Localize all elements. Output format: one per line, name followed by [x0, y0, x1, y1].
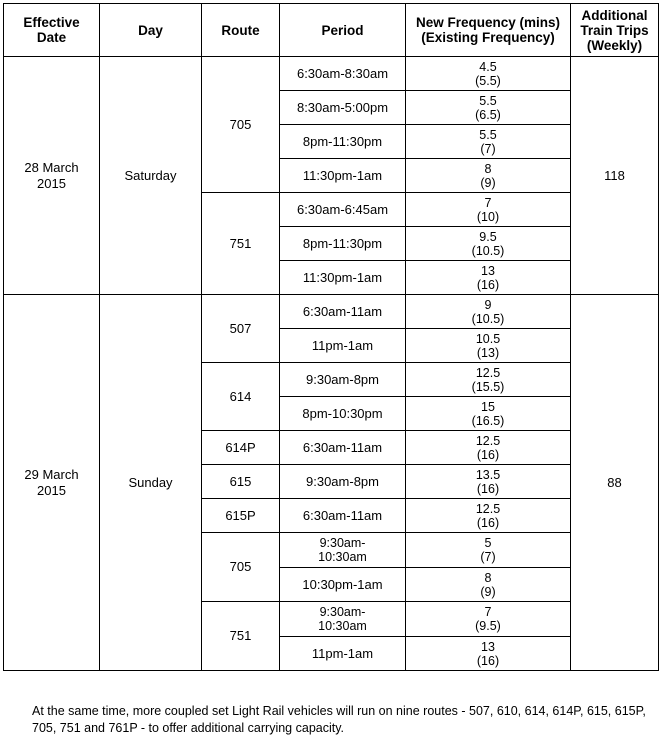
route-cell: 507	[202, 295, 280, 363]
existing-frequency: (9)	[480, 175, 496, 190]
frequency-cell	[406, 465, 571, 499]
header-row	[4, 4, 659, 57]
period-cell: 6:30am-6:45am	[280, 193, 406, 227]
period-cell: 6:30am-11am	[280, 499, 406, 533]
frequency-cell	[406, 125, 571, 159]
frequency-cell	[406, 397, 571, 431]
new-frequency: 10.5	[475, 331, 501, 346]
new-frequency: 7	[484, 195, 492, 210]
route-cell: 705	[202, 57, 280, 193]
new-frequency: 5.5	[479, 93, 497, 108]
frequency-cell	[406, 329, 571, 363]
new-frequency: 13.5	[475, 467, 501, 482]
existing-frequency: (10.5)	[471, 311, 505, 326]
existing-frequency: (16)	[476, 277, 500, 292]
frequency-cell	[406, 227, 571, 261]
existing-frequency: (16)	[476, 653, 500, 668]
existing-frequency: (6.5)	[475, 107, 501, 122]
new-frequency: 15	[481, 399, 495, 414]
new-frequency: 13	[481, 639, 495, 654]
header-effective-date: Effective Date	[4, 4, 100, 57]
header-frequency: New Frequency (mins) (Existing Frequency)	[406, 4, 571, 57]
period-cell: 8pm-11:30pm	[280, 227, 406, 261]
new-frequency: 5.5	[479, 127, 497, 142]
existing-frequency: (7)	[480, 141, 496, 156]
existing-frequency: (13)	[476, 345, 500, 360]
period-line: 9:30am-	[319, 536, 366, 550]
new-frequency: 5	[484, 536, 492, 550]
day-cell: Sunday	[100, 295, 202, 671]
trips-cell: 118	[571, 57, 659, 295]
route-cell: 615P	[202, 499, 280, 533]
effective-date-cell: 28 March 2015	[4, 57, 100, 295]
existing-frequency: (15.5)	[471, 379, 505, 394]
route-cell: 751	[202, 193, 280, 295]
frequency-cell	[406, 261, 571, 295]
period-cell: 10:30pm-1am	[280, 568, 406, 602]
new-frequency: 12.5	[475, 365, 501, 380]
frequency-cell	[406, 91, 571, 125]
new-frequency: 9	[484, 297, 492, 312]
new-frequency: 13	[481, 263, 495, 278]
period-cell: 9:30am-8pm	[280, 465, 406, 499]
footnote: At the same time, more coupled set Light Rail vehicles will run on nine routes - 507, 610, 614, 614P, 615, 615P, 705, 751 and 761P - to offer additional carrying capacity.	[32, 704, 646, 735]
period-line: 10:30am	[318, 550, 367, 564]
frequency-table	[3, 3, 659, 671]
day-cell: Saturday	[100, 57, 202, 295]
table-row	[4, 295, 659, 329]
effective-date-cell: 29 March 2015	[4, 295, 100, 671]
period-cell: 9:30am-8pm	[280, 363, 406, 397]
header-period: Period	[280, 4, 406, 57]
period-cell: 11pm-1am	[280, 329, 406, 363]
table-body	[4, 57, 659, 671]
period-cell: 6:30am-11am	[280, 295, 406, 329]
existing-frequency: (16)	[476, 447, 500, 462]
existing-frequency: (9)	[480, 584, 496, 599]
new-frequency: 8	[484, 161, 492, 176]
period-cell	[280, 602, 406, 637]
route-cell: 614P	[202, 431, 280, 465]
period-cell	[280, 533, 406, 568]
new-frequency: 4.5	[479, 59, 497, 74]
existing-frequency: (7)	[480, 550, 496, 564]
period-cell: 8pm-11:30pm	[280, 125, 406, 159]
header-trips: Additional Train Trips (Weekly)	[571, 4, 659, 57]
header-day: Day	[100, 4, 202, 57]
frequency-cell	[406, 159, 571, 193]
new-frequency: 8	[484, 570, 492, 585]
existing-frequency: (16)	[476, 515, 500, 530]
existing-frequency: (16)	[476, 481, 500, 496]
header-route: Route	[202, 4, 280, 57]
period-cell: 11:30pm-1am	[280, 261, 406, 295]
table-row	[4, 57, 659, 91]
period-cell: 6:30am-11am	[280, 431, 406, 465]
frequency-cell	[406, 295, 571, 329]
frequency-cell	[406, 602, 571, 637]
period-cell: 11pm-1am	[280, 637, 406, 671]
period-cell: 11:30pm-1am	[280, 159, 406, 193]
frequency-cell	[406, 499, 571, 533]
existing-frequency: (5.5)	[475, 73, 501, 88]
period-line: 10:30am	[318, 619, 367, 633]
existing-frequency: (10)	[476, 209, 500, 224]
new-frequency: 7	[484, 605, 492, 619]
period-line: 9:30am-	[319, 605, 366, 619]
frequency-cell	[406, 637, 571, 671]
frequency-cell	[406, 57, 571, 91]
new-frequency: 12.5	[475, 433, 501, 448]
route-cell: 614	[202, 363, 280, 431]
trips-cell: 88	[571, 295, 659, 671]
frequency-cell	[406, 533, 571, 568]
frequency-cell	[406, 568, 571, 602]
period-cell: 6:30am-8:30am	[280, 57, 406, 91]
existing-frequency: (9.5)	[475, 619, 501, 633]
frequency-cell	[406, 431, 571, 465]
frequency-cell	[406, 363, 571, 397]
period-cell: 8pm-10:30pm	[280, 397, 406, 431]
existing-frequency: (10.5)	[471, 243, 505, 258]
period-cell: 8:30am-5:00pm	[280, 91, 406, 125]
existing-frequency: (16.5)	[471, 413, 505, 428]
route-cell: 751	[202, 602, 280, 671]
route-cell: 705	[202, 533, 280, 602]
route-cell: 615	[202, 465, 280, 499]
new-frequency: 9.5	[479, 229, 497, 244]
new-frequency: 12.5	[475, 501, 501, 516]
frequency-cell	[406, 193, 571, 227]
